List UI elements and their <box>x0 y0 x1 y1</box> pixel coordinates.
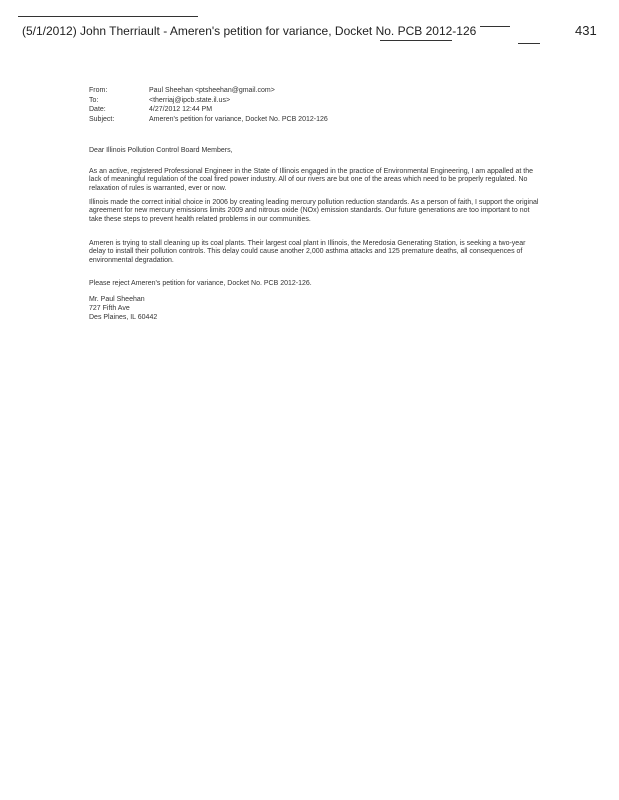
signature-street: 727 Fifth Ave <box>89 305 130 313</box>
to-row <box>89 96 328 106</box>
subject-row <box>89 115 328 125</box>
signature-name: Mr. Paul Sheehan <box>89 296 145 303</box>
signature-city: Des Plaines, IL 60442 <box>89 314 158 322</box>
from-row <box>89 86 328 96</box>
body-paragraph-1: As an active, registered Professional Engineer in the State of Illinois engaged in the practice of Environmental Engineering, I am appalled at the lack of meaningful regulation of the coal fired power industry. All of our rivers are but one of the areas which need to be properly regulated. No relaxation of rules is warranted, ever or now. <box>89 168 533 192</box>
email-metadata <box>89 86 328 124</box>
subject-label: Subject: <box>89 115 115 123</box>
signature-block <box>89 295 157 323</box>
subject-value: Ameren's petition for variance, Docket No. PCB 2012-126 <box>149 115 328 123</box>
to-label: To: <box>89 96 99 104</box>
page-number: 431 <box>575 23 597 38</box>
to-value: <therriaj@ipcb.state.il.us> <box>149 96 231 104</box>
date-value: 4/27/2012 12:44 PM <box>149 106 213 113</box>
date-row <box>89 105 328 115</box>
header-underline <box>380 40 452 41</box>
body-paragraph-3: Ameren is trying to stall cleaning up its coal plants. Their largest coal plant in Illinois, the Meredosia Generating Station, is seeking a two-year delay to install their pollution controls. This delay could cause another 2,000 asthma attacks and 125 premature deaths, all consequences of environmental degradation. <box>89 240 526 264</box>
page-header-title: (5/1/2012) John Therriault - Ameren's petition for variance, Docket No. PCB 2012-126 <box>22 24 477 38</box>
from-value: Paul Sheehan <ptsheehan@gmail.com> <box>149 87 275 94</box>
header-rule-right <box>480 26 510 27</box>
salutation: Dear Illinois Pollution Control Board Members, <box>89 147 233 154</box>
header-rule-left <box>18 16 198 17</box>
body-paragraph-4: Please reject Ameren's petition for variance, Docket No. PCB 2012-126. <box>89 280 312 287</box>
body-paragraph-2: Illinois made the correct initial choice in 2006 by creating leading mercury pollution reduction standards. As a person of faith, I support the original agreement for new mercury emissions limits 2009 and nitrous oxide (NOx) emission standards. Our future generations are too important to not take these steps to prevent health related problems in our communities. <box>89 199 539 223</box>
date-label: Date: <box>89 106 106 113</box>
from-label: From: <box>89 87 108 94</box>
header-rule-right-2 <box>518 43 540 44</box>
